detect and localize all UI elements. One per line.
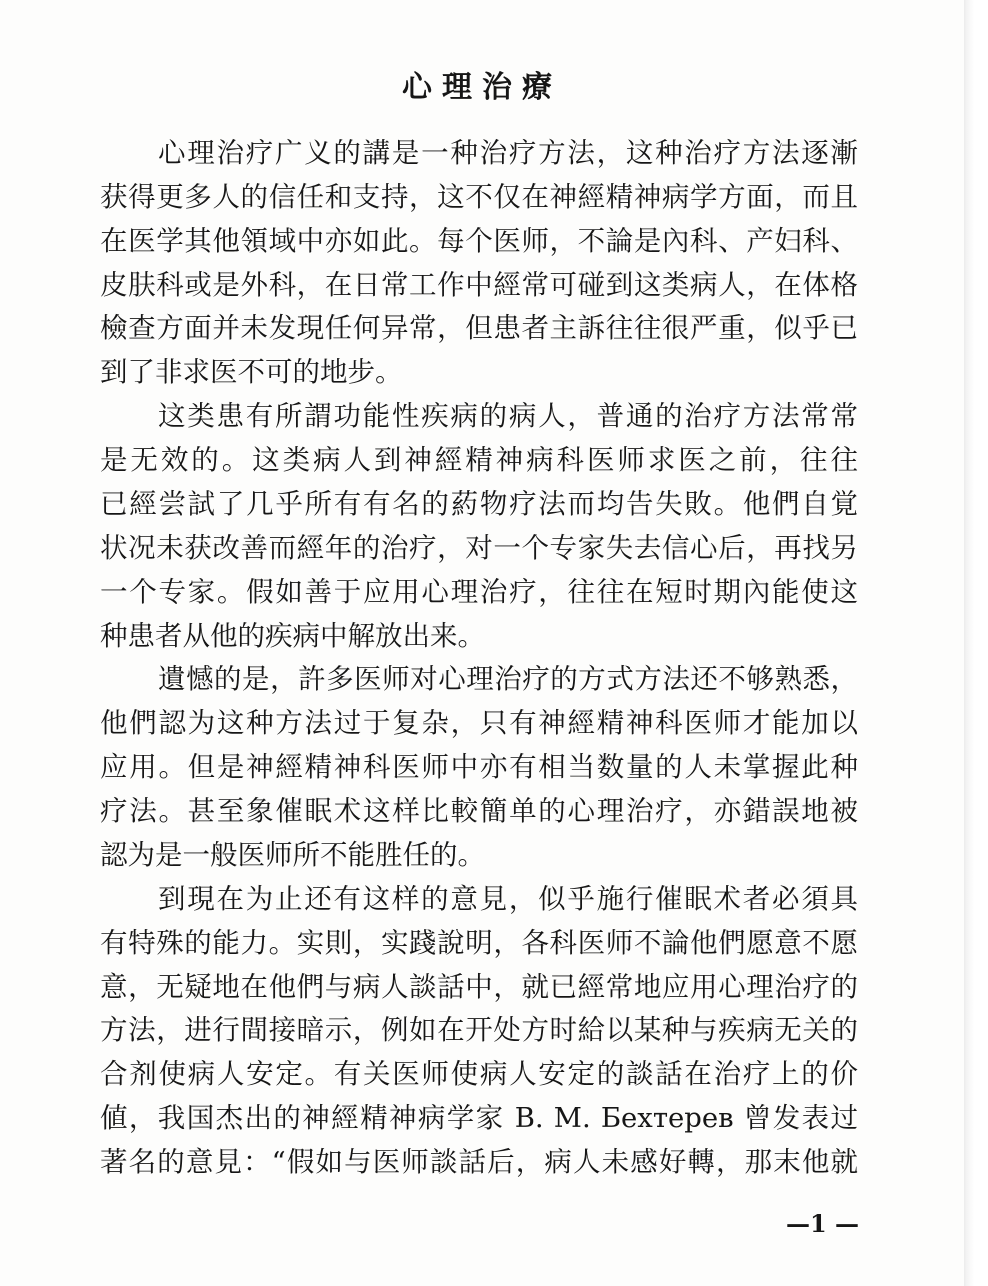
paragraph-3-line-2: 他們認为这种方法过于复杂，只有神經精神科医师才能加以	[100, 707, 858, 739]
paragraph-1-line-5: 檢查方面并未发現任何异常，但患者主訴往往很严重，似乎已	[100, 312, 858, 344]
paragraph-3-line-1: 遺憾的是，許多医师对心理治疗的方式方法还不够熟悉，	[158, 663, 858, 695]
paragraph-2-line-3: 已經尝試了几乎所有有名的葯物疗法而均告失敗。他們自覚	[100, 488, 858, 520]
paragraph-1-line-2: 获得更多人的信任和支持，这不仅在神經精神病学方面，而且	[100, 181, 858, 213]
paragraph-1-line-3: 在医学其他領域中亦如此。每个医师，不論是內科、产妇科、	[100, 225, 858, 257]
paragraph-2-line-6: 种患者从他的疾病中解放出来。	[100, 620, 485, 652]
paragraph-3-line-3: 应用。但是神經精神科医师中亦有相当数量的人未掌握此种	[100, 751, 858, 783]
paragraph-4-line-4: 方法，进行間接暗示，例如在开处方时給以某种与疾病无关的	[100, 1014, 858, 1046]
paragraph-2-line-2: 是无效的。这类病人到神經精神病科医师求医之前，往往	[100, 444, 858, 476]
page-title: 心理治療	[402, 70, 562, 105]
paragraph-4-line-7: 著名的意見：“假如与医师談話后，病人未感好轉，那末他就	[100, 1146, 858, 1178]
paragraph-2-line-5: 一个专家。假如善于应用心理治疗，往往在短时期內能使这	[100, 576, 858, 608]
paragraph-4-line-1: 到現在为止还有这样的意見，似乎施行催眠术者必須具	[158, 883, 858, 915]
paragraph-4-line-5: 合剂使病人安定。有关医师使病人安定的談話在治疗上的价	[100, 1058, 858, 1090]
paragraph-1-line-4: 皮肤科或是外科，在日常工作中經常可碰到这类病人，在体格	[100, 269, 858, 301]
paragraph-3-line-4: 疗法。甚至象催眠术这样比較簡单的心理治疗，亦錯誤地被	[100, 795, 858, 827]
paragraph-2-line-4: 状况未获改善而經年的治疗，对一个专家失去信心后，再找另	[100, 532, 858, 564]
paragraph-4-line-2: 有特殊的能力。实則，实踐說明，各科医师不論他們愿意不愿	[100, 927, 858, 959]
paragraph-2-line-1: 这类患有所謂功能性疾病的病人，普通的治疗方法常常	[158, 400, 858, 432]
paragraph-4-line-6: 値，我国杰出的神經精神病学家 В. М. Бехтерев 曾发表过	[100, 1102, 858, 1134]
paragraph-4-line-3: 意，无疑地在他們与病人談話中，就已經常地应用心理治疗的	[100, 971, 858, 1003]
page-number: —1 —	[786, 1209, 860, 1238]
paragraph-3-line-5: 認为是一般医师所不能胜任的。	[100, 839, 485, 871]
paragraph-1-line-6: 到了非求医不可的地步。	[100, 356, 403, 388]
paragraph-1-line-1: 心理治疗广义的講是一种治疗方法，这种治疗方法逐漸	[158, 137, 858, 169]
page-edge-shadow	[964, 0, 988, 1286]
